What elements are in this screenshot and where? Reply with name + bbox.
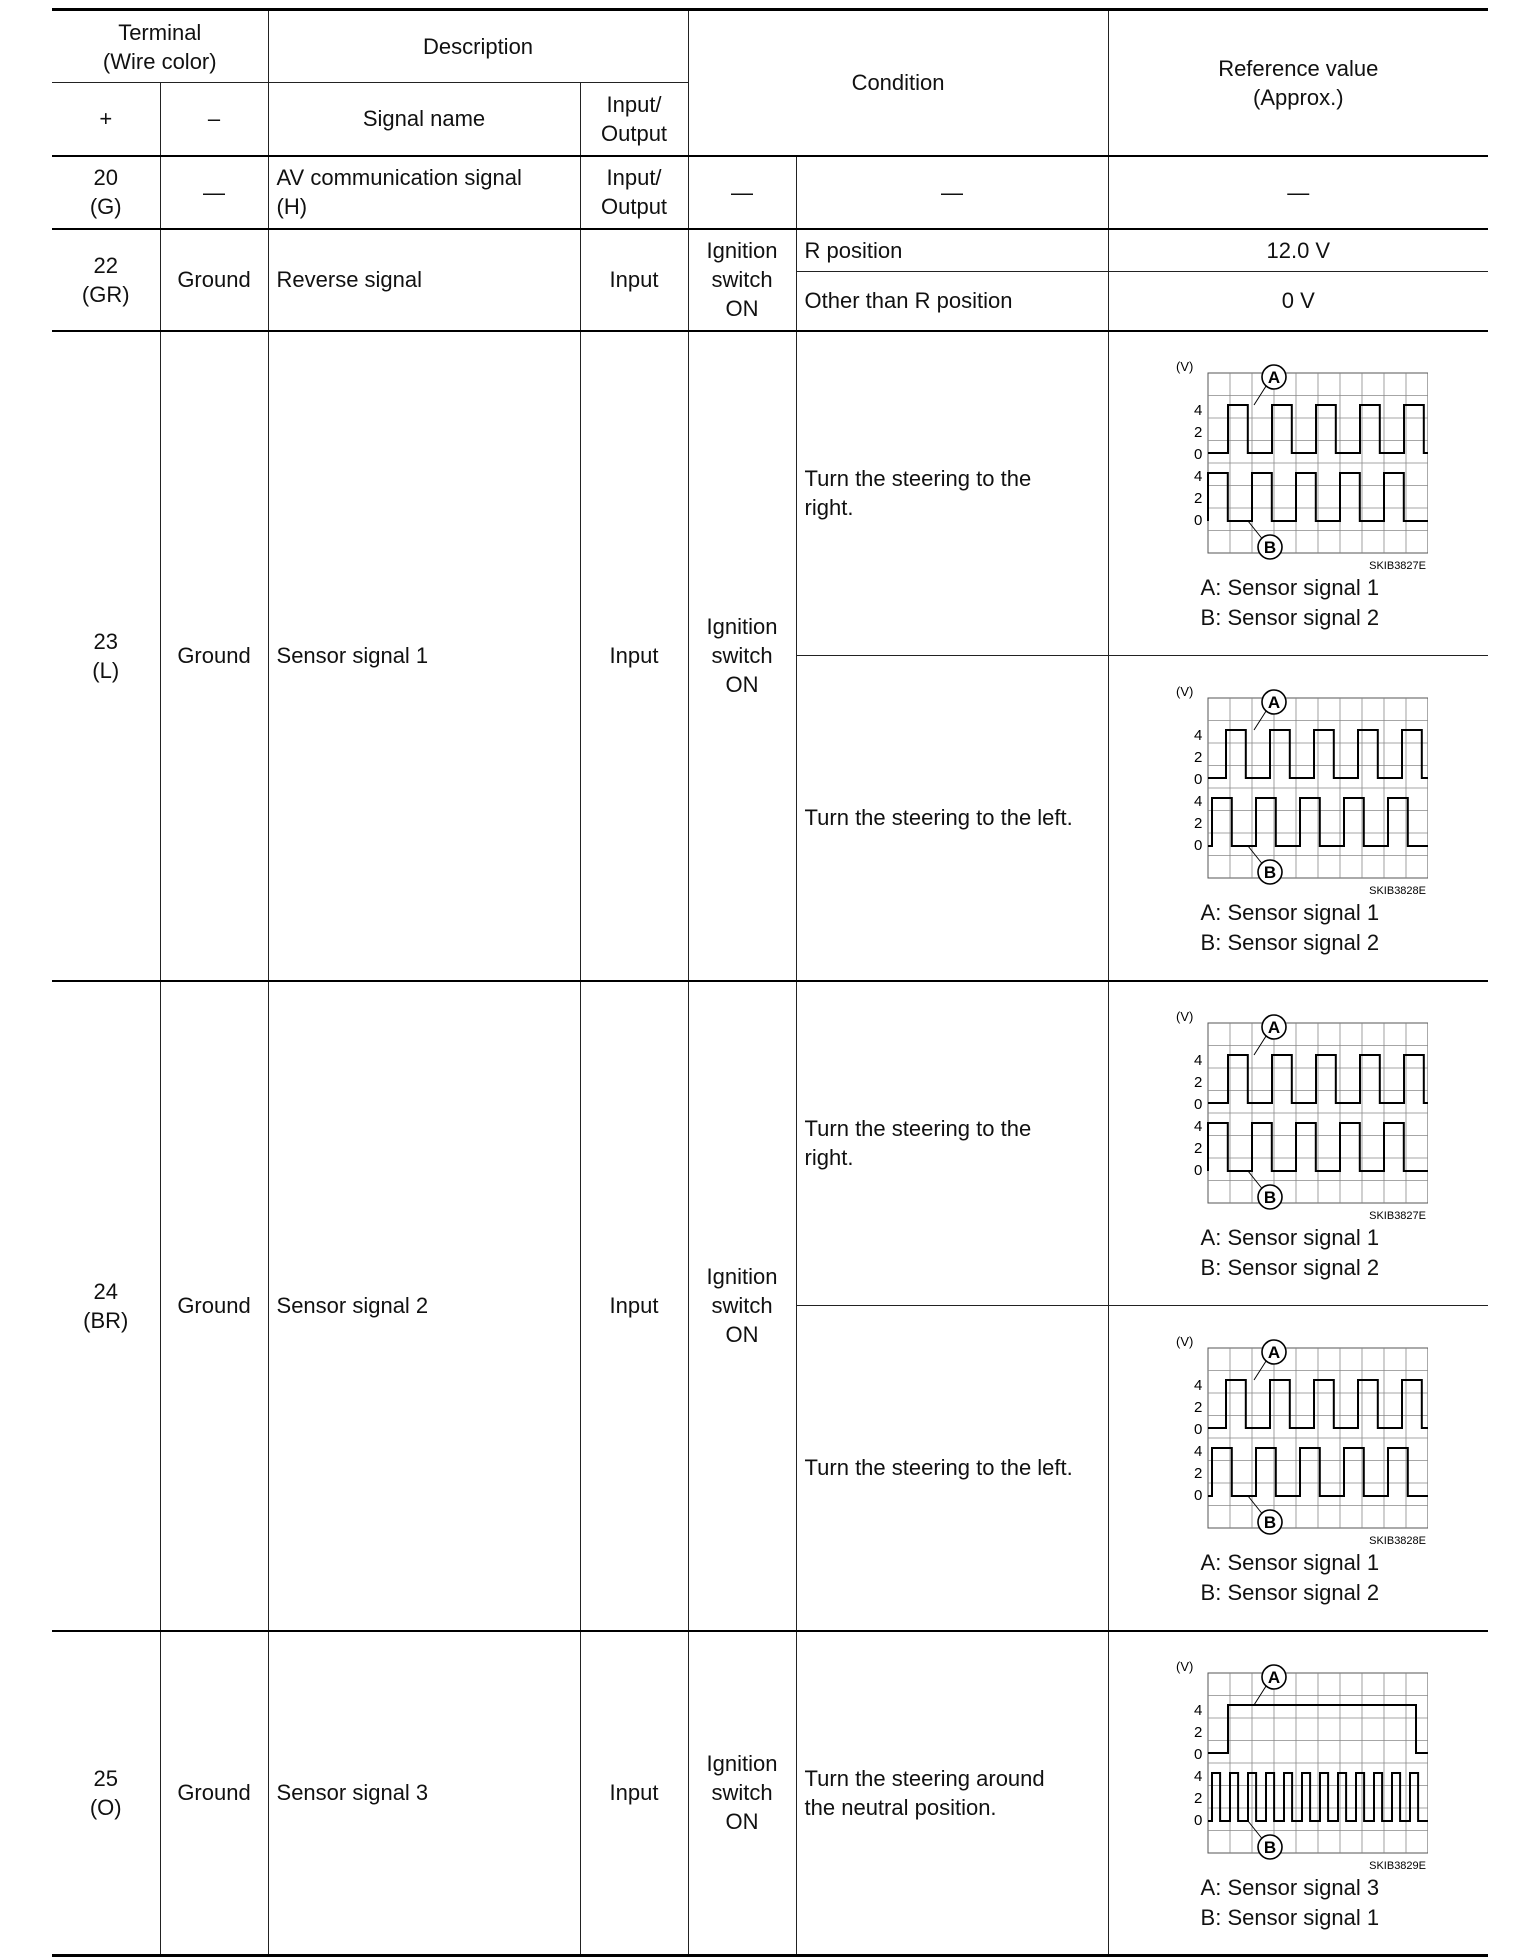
waveform-caption	[1201, 898, 1489, 958]
reference-waveform-cell	[1108, 981, 1488, 1306]
scope-tick-label: 2	[1194, 1464, 1203, 1482]
waveform-caption	[1201, 1223, 1489, 1283]
scope-tick-label: 2	[1194, 748, 1203, 766]
condition-line1: Turn the steering to the	[804, 1116, 1032, 1142]
waveform-caption	[1201, 573, 1489, 633]
callout-b-label: B	[1264, 538, 1277, 558]
callout-a-label: A	[1268, 1667, 1281, 1687]
condition-state-line2: switch	[711, 643, 773, 668]
scope-tick-label: 4	[1194, 1376, 1203, 1394]
condition-state-line2: switch	[711, 1780, 773, 1806]
condition-state-line2: switch	[711, 1293, 773, 1318]
signal-name: Sensor signal 2	[268, 981, 580, 1631]
condition-state-line1: Ignition	[706, 238, 778, 263]
terminal-header	[52, 10, 268, 83]
condition-detail: Turn the steering to the left.	[796, 1306, 1108, 1631]
oscilloscope-waveform	[1168, 678, 1428, 898]
table-row	[52, 331, 1488, 656]
signal-name-header: Signal name	[268, 83, 580, 156]
reference-header	[1108, 10, 1488, 156]
oscilloscope-waveform	[1168, 1328, 1428, 1548]
figure-code: SKIB3829E	[1369, 1859, 1427, 1872]
scope-tick-label: 2	[1194, 814, 1203, 832]
condition-state-line3: ON	[725, 1809, 759, 1835]
table-row	[52, 981, 1488, 1306]
terminal-plus	[52, 156, 160, 229]
condition-state	[688, 981, 796, 1631]
terminal-number: 23	[93, 628, 118, 654]
minus-header: –	[160, 83, 268, 156]
condition-line2: right.	[804, 1145, 854, 1171]
callout-b-label: B	[1264, 862, 1277, 882]
condition-state: —	[688, 156, 796, 229]
condition-line2: the neutral position.	[804, 1794, 997, 1820]
caption-b: B: Sensor signal 2	[1200, 1255, 1380, 1281]
wire-color: (O)	[89, 1794, 122, 1820]
io-value: Input	[580, 1631, 688, 1956]
callout-a-label: A	[1268, 1018, 1281, 1038]
scope-tick-label: 0	[1194, 446, 1203, 464]
io-value: Input	[580, 981, 688, 1631]
caption-a: A: Sensor signal 3	[1200, 1874, 1380, 1900]
callout-b-label: B	[1264, 1512, 1277, 1532]
description-header: Description	[268, 10, 688, 83]
waveform-caption	[1201, 1548, 1489, 1608]
reference-value: —	[1108, 156, 1488, 229]
reference-value: 0 V	[1108, 272, 1488, 331]
scope-tick-label: 4	[1194, 1767, 1203, 1785]
condition-detail: Turn the steering to the left.	[796, 656, 1108, 981]
caption-b: B: Sensor signal 2	[1200, 1579, 1380, 1605]
signal-name: Sensor signal 3	[268, 1631, 580, 1956]
figure-code: SKIB3827E	[1369, 560, 1427, 573]
condition-header: Condition	[688, 10, 1108, 156]
scope-tick-label: 2	[1194, 1723, 1203, 1741]
scope-tick-label: 4	[1194, 1118, 1203, 1136]
scope-tick-label: 0	[1194, 770, 1203, 788]
scope-tick-label: 2	[1194, 1789, 1203, 1807]
terminal-plus	[52, 229, 160, 331]
condition-state-line3: ON	[725, 296, 759, 321]
signal-name	[268, 156, 580, 229]
callout-a-label: A	[1268, 692, 1281, 712]
condition-line1: Turn the steering to the	[804, 466, 1032, 492]
scope-tick-label: 4	[1194, 726, 1203, 744]
condition-detail: —	[796, 156, 1108, 229]
condition-state-line3: ON	[725, 672, 759, 697]
terminal-plus	[52, 1631, 160, 1956]
reference-waveform-cell	[1108, 656, 1488, 981]
condition-detail: R position	[796, 229, 1108, 272]
scope-tick-label: 0	[1194, 1420, 1203, 1438]
figure-code: SKIB3828E	[1369, 1534, 1427, 1547]
condition-state-line1: Ignition	[706, 1751, 778, 1777]
caption-a: A: Sensor signal 1	[1200, 899, 1380, 925]
callout-b-label: B	[1264, 1188, 1277, 1208]
io-line2: Output	[601, 194, 668, 219]
scope-unit-label: (V)	[1176, 359, 1194, 375]
scope-tick-label: 0	[1194, 836, 1203, 854]
scope-tick-label: 4	[1194, 1701, 1203, 1719]
io-value: Input	[580, 331, 688, 981]
scope-tick-label: 2	[1194, 1398, 1203, 1416]
reference-waveform-cell	[1108, 331, 1488, 656]
io-header-line2: Output	[601, 120, 668, 146]
scope-tick-label: 0	[1194, 1745, 1203, 1763]
figure-code: SKIB3828E	[1369, 884, 1427, 897]
terminal-number: 22	[93, 252, 118, 278]
plus-header: +	[52, 83, 160, 156]
oscilloscope-waveform	[1168, 1003, 1428, 1223]
table-row	[52, 229, 1488, 272]
scope-tick-label: 4	[1194, 1442, 1203, 1460]
scope-tick-label: 2	[1194, 1074, 1203, 1092]
wire-color: (GR)	[81, 281, 130, 307]
terminal-minus: Ground	[160, 1631, 268, 1956]
condition-state-line1: Ignition	[706, 1264, 778, 1289]
terminal-number: 20	[93, 165, 118, 190]
terminal-number: 25	[93, 1765, 118, 1791]
terminal-plus	[52, 981, 160, 1631]
caption-a: A: Sensor signal 1	[1200, 1549, 1380, 1575]
terminal-header-label: Terminal	[118, 19, 202, 45]
callout-a-label: A	[1268, 368, 1281, 388]
condition-state	[688, 1631, 796, 1956]
signal-name: Sensor signal 1	[268, 331, 580, 981]
io-value: Input	[580, 229, 688, 331]
scope-tick-label: 2	[1194, 1140, 1203, 1158]
reference-waveform-cell	[1108, 1306, 1488, 1631]
scope-tick-label: 0	[1194, 1162, 1203, 1180]
condition-line2: right.	[804, 495, 854, 521]
condition-line1: Turn the steering around	[804, 1765, 1045, 1791]
scope-tick-label: 4	[1194, 1052, 1203, 1070]
scope-unit-label: (V)	[1176, 1658, 1194, 1674]
wire-color: (G)	[89, 194, 122, 219]
condition-state	[688, 229, 796, 331]
condition-detail	[796, 331, 1108, 656]
io-line1: Input/	[606, 165, 662, 190]
waveform-caption	[1201, 1873, 1489, 1933]
scope-tick-label: 0	[1194, 1096, 1203, 1114]
caption-b: B: Sensor signal 1	[1200, 1904, 1380, 1930]
table-row	[52, 1631, 1488, 1956]
signal-name-line2: (H)	[276, 194, 308, 219]
terminal-minus: Ground	[160, 981, 268, 1631]
scope-unit-label: (V)	[1176, 1333, 1194, 1349]
table-row	[52, 156, 1488, 229]
caption-a: A: Sensor signal 1	[1200, 575, 1380, 601]
condition-detail	[796, 981, 1108, 1306]
condition-detail: Other than R position	[796, 272, 1108, 331]
scope-tick-label: 0	[1194, 1486, 1203, 1504]
wire-color: (L)	[92, 657, 120, 683]
scope-tick-label: 4	[1194, 402, 1203, 420]
terminal-minus: —	[160, 156, 268, 229]
signal-name: Reverse signal	[268, 229, 580, 331]
callout-a-label: A	[1268, 1342, 1281, 1362]
caption-b: B: Sensor signal 2	[1200, 605, 1380, 631]
figure-code: SKIB3827E	[1369, 1210, 1427, 1223]
scope-tick-label: 4	[1194, 792, 1203, 810]
reference-header-label: Reference value	[1218, 55, 1379, 81]
scope-tick-label: 0	[1194, 512, 1203, 530]
scope-tick-label: 0	[1194, 1811, 1203, 1829]
scope-tick-label: 2	[1194, 424, 1203, 442]
scope-unit-label: (V)	[1176, 683, 1194, 699]
terminal-plus	[52, 331, 160, 981]
approx-header-label: (Approx.)	[1253, 84, 1344, 110]
terminal-spec-table	[52, 8, 1488, 1957]
callout-b-label: B	[1264, 1837, 1277, 1857]
caption-a: A: Sensor signal 1	[1200, 1225, 1380, 1251]
wire-color: (BR)	[83, 1307, 129, 1333]
scope-tick-label: 4	[1194, 468, 1203, 486]
wire-color-header-label: (Wire color)	[102, 48, 217, 74]
reference-value: 12.0 V	[1108, 229, 1488, 272]
io-header	[580, 83, 688, 156]
terminal-minus: Ground	[160, 331, 268, 981]
signal-name-line1: AV communication signal	[276, 165, 522, 190]
caption-b: B: Sensor signal 2	[1200, 929, 1380, 955]
oscilloscope-waveform	[1168, 353, 1428, 573]
terminal-number: 24	[93, 1278, 118, 1304]
scope-tick-label: 2	[1194, 490, 1203, 508]
scope-unit-label: (V)	[1176, 1009, 1194, 1025]
io-value	[580, 156, 688, 229]
condition-state	[688, 331, 796, 981]
condition-detail	[796, 1631, 1108, 1956]
io-header-line1: Input/	[606, 91, 662, 117]
terminal-minus: Ground	[160, 229, 268, 331]
reference-waveform-cell	[1108, 1631, 1488, 1956]
oscilloscope-waveform	[1168, 1653, 1428, 1873]
condition-state-line2: switch	[711, 267, 773, 292]
condition-state-line3: ON	[725, 1322, 759, 1347]
condition-state-line1: Ignition	[706, 614, 778, 639]
